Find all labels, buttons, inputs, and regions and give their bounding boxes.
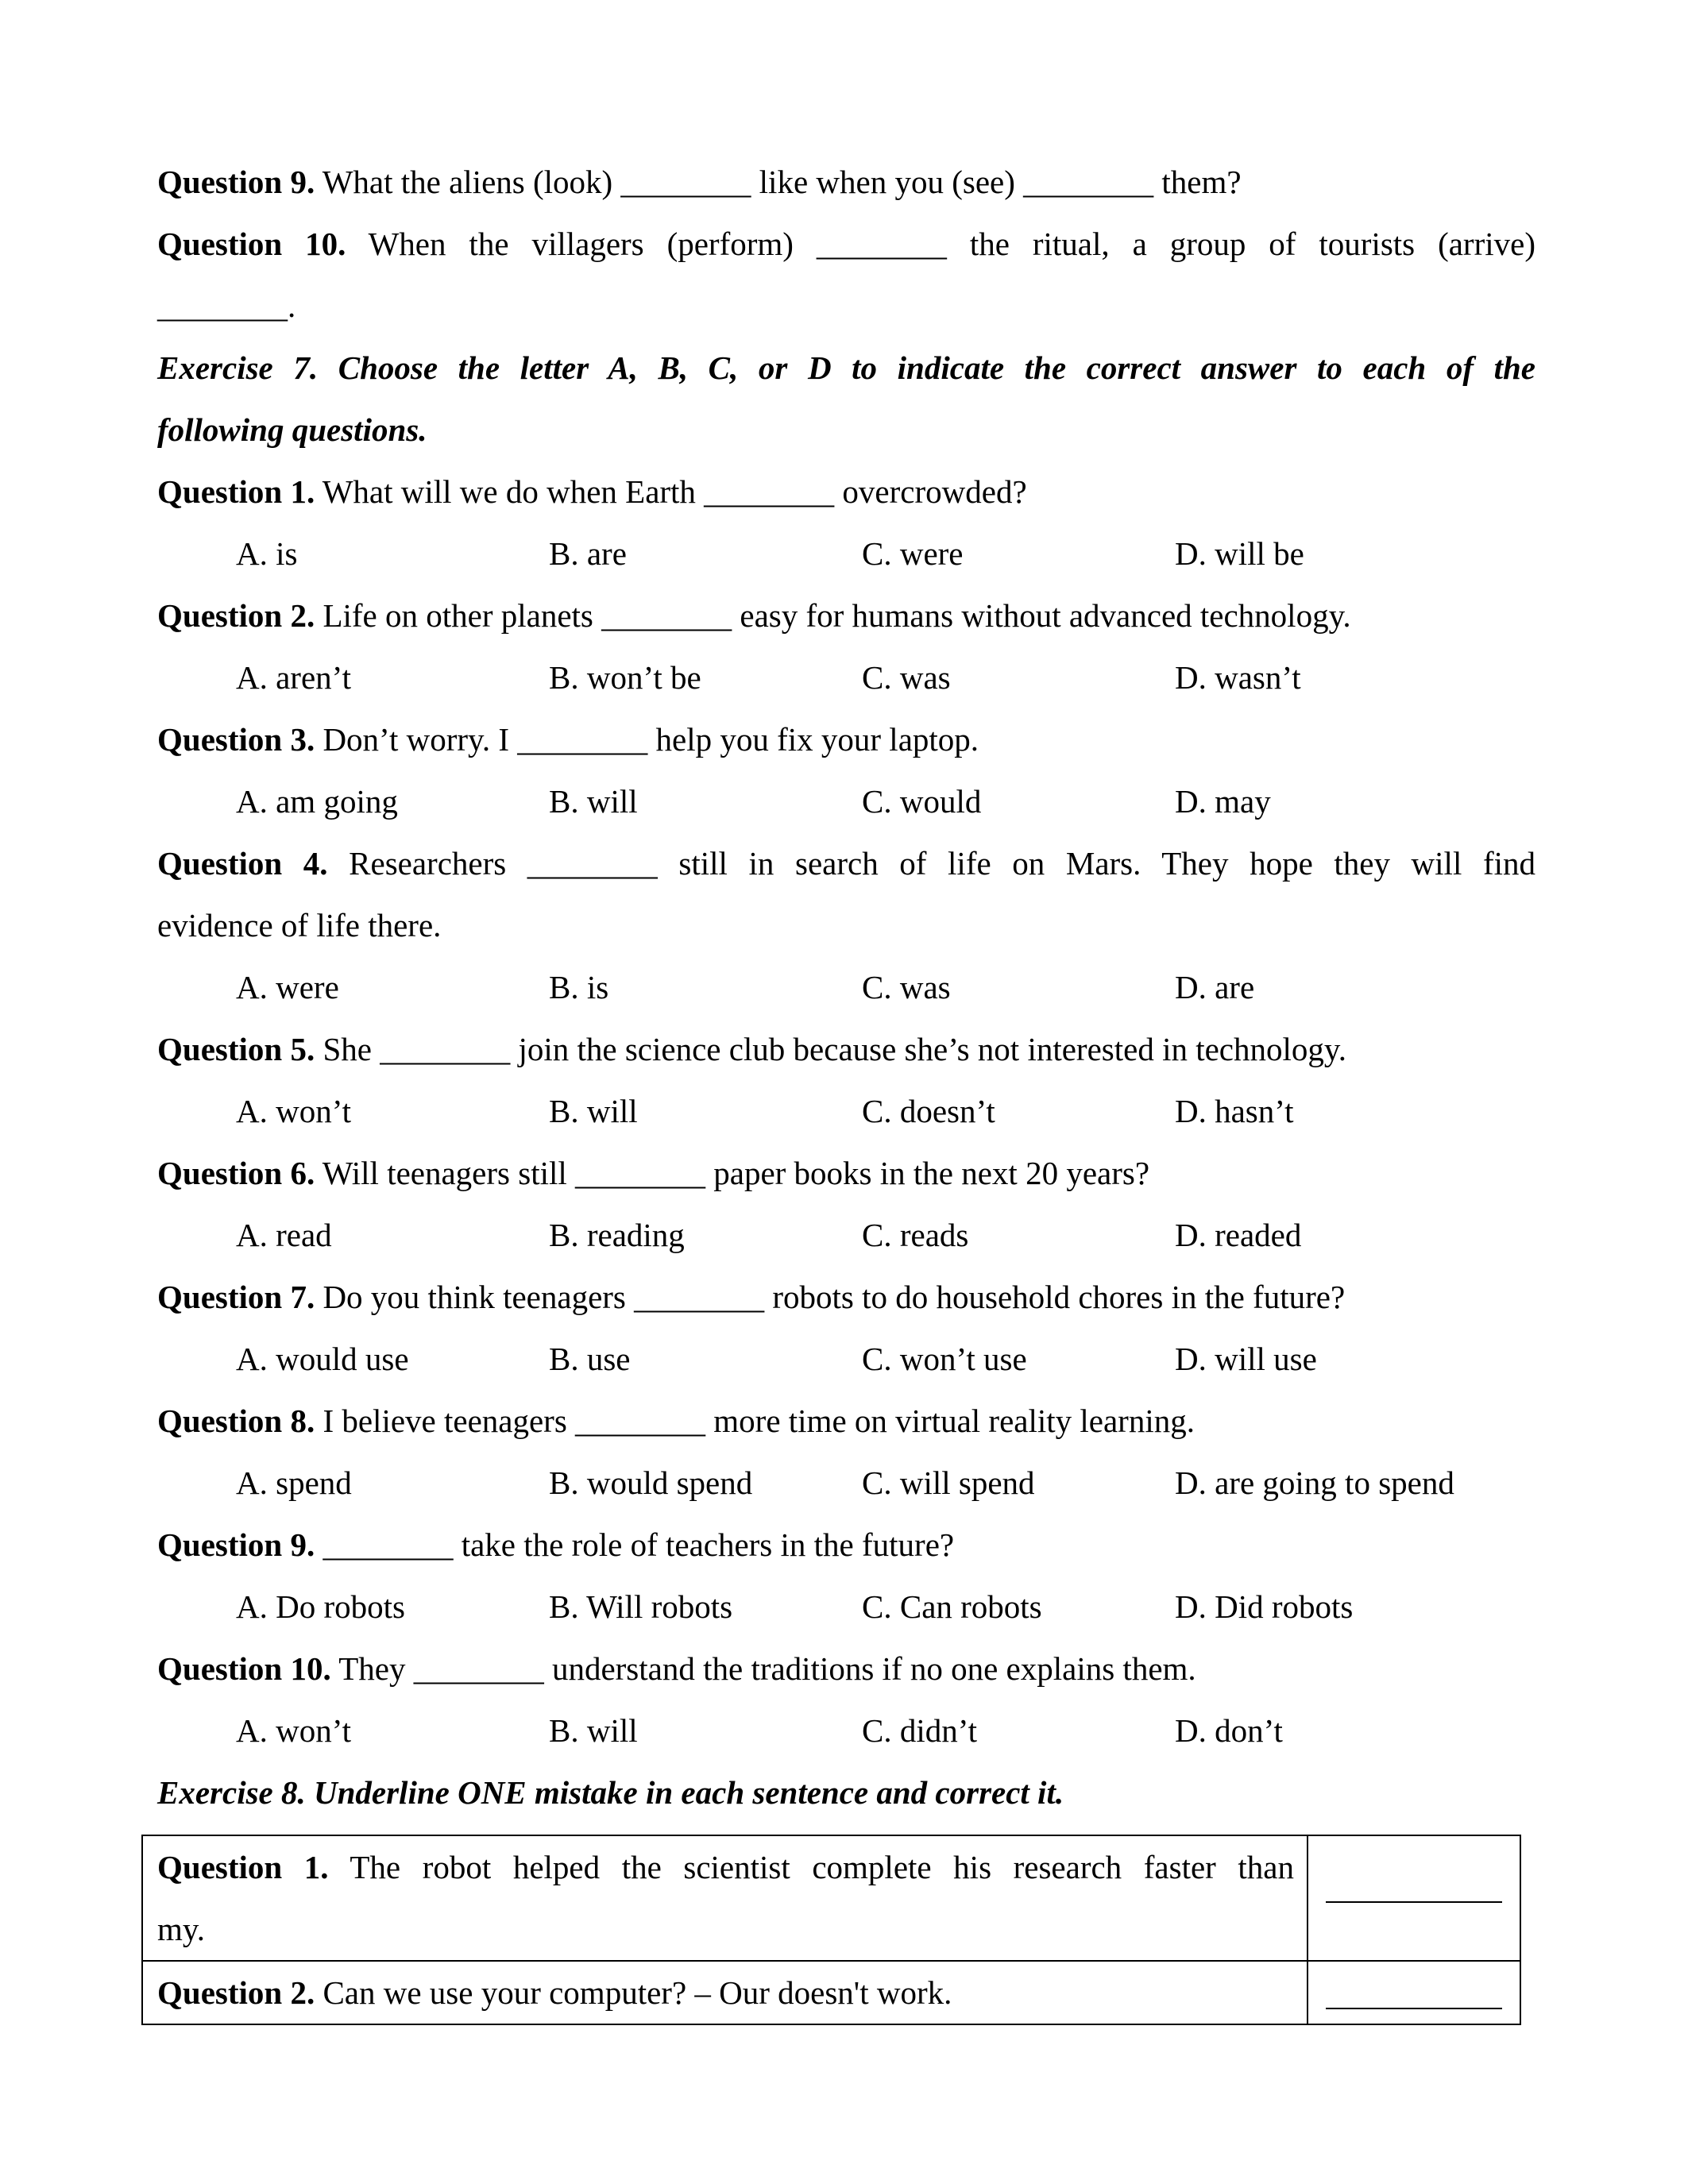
ex7-question-2-options: [157, 646, 1535, 708]
option-d: D. don’t: [1175, 1712, 1283, 1749]
question-text: Will teenagers still ________ paper books in the next 20 years?: [315, 1155, 1150, 1191]
option-a: A. am going: [236, 783, 398, 820]
question-label: Question 9.: [157, 1526, 315, 1563]
answer-cell[interactable]: [1308, 1835, 1520, 1961]
table-row: [142, 1835, 1520, 1961]
option-c: C. will spend: [862, 1464, 1035, 1501]
ex7-question-8: [157, 1390, 1535, 1452]
ex7-question-1-options: [157, 523, 1535, 585]
option-a: A. won’t: [236, 1093, 352, 1129]
option-b: B. reading: [549, 1217, 685, 1253]
question-label: Question 6.: [157, 1155, 315, 1191]
prev-question-9: [157, 151, 1535, 213]
ex7-question-5-options: [157, 1080, 1535, 1142]
ex7-question-7-options: [157, 1328, 1535, 1390]
exercise-8-title: Exercise 8. Underline ONE mistake in each sentence and correct it.: [157, 1774, 1064, 1811]
option-a: A. were: [236, 969, 339, 1005]
question-label: Question 9.: [157, 164, 315, 200]
option-b: B. will: [549, 1712, 638, 1749]
ex7-question-10-options: [157, 1700, 1535, 1761]
question-text: I believe teenagers ________ more time on virtual reality learning.: [315, 1403, 1195, 1439]
option-b: B. are: [549, 535, 627, 572]
option-c: C. were: [862, 535, 964, 572]
option-c: C. doesn’t: [862, 1093, 995, 1129]
option-d: D. will be: [1175, 535, 1304, 572]
question-text: Don’t worry. I ________ help you fix your laptop.: [315, 721, 979, 758]
option-a: A. would use: [236, 1341, 409, 1377]
question-text: When the villagers (perform) ________ the ritual, a group of tourists (arrive): [346, 226, 1535, 262]
ex7-question-1: [157, 461, 1535, 523]
option-b: B. won’t be: [549, 659, 701, 696]
option-d: D. may: [1175, 783, 1271, 820]
ex7-question-4: [157, 832, 1535, 894]
question-label: Question 5.: [157, 1031, 315, 1067]
option-d: D. wasn’t: [1175, 659, 1301, 696]
exercise-7-title: Exercise 7. Choose the letter A, B, C, or D to indicate the correct answer to each of the: [157, 349, 1535, 386]
option-a: A. is: [236, 535, 298, 572]
ex7-question-5: [157, 1018, 1535, 1080]
table-row: [142, 1961, 1520, 2024]
question-text: ________ take the role of teachers in the future?: [315, 1526, 955, 1563]
ex7-question-6-options: [157, 1204, 1535, 1266]
option-a: A. spend: [236, 1464, 352, 1501]
question-text: They ________ understand the traditions if no one explains them.: [330, 1650, 1196, 1687]
answer-cell[interactable]: [1308, 1961, 1520, 2024]
option-a: A. Do robots: [236, 1588, 405, 1625]
prev-question-10: [157, 213, 1535, 275]
question-text: Do you think teenagers ________ robots to do household chores in the future?: [315, 1279, 1346, 1315]
mistakes-table: [141, 1835, 1521, 2025]
option-c: C. was: [862, 969, 951, 1005]
question-label: Question 3.: [157, 721, 315, 758]
question-text: Researchers ________ still in search of life on Mars. They hope they will find: [327, 845, 1535, 882]
ex7-question-4-options: [157, 956, 1535, 1018]
sentence-cell: [142, 1961, 1308, 2024]
option-a: A. read: [236, 1217, 332, 1253]
option-a: A. won’t: [236, 1712, 352, 1749]
question-label: Question 2.: [157, 1974, 315, 2011]
question-text: What the aliens (look) ________ like when you (see) ________ them?: [315, 164, 1242, 200]
ex7-question-8-options: [157, 1452, 1535, 1514]
option-b: B. Will robots: [549, 1588, 733, 1625]
option-a: A. aren’t: [236, 659, 351, 696]
option-c: C. won’t use: [862, 1341, 1027, 1377]
ex7-question-9-options: [157, 1576, 1535, 1638]
question-label: Question 1.: [157, 1849, 329, 1885]
question-text: She ________ join the science club because she’s not interested in technology.: [315, 1031, 1346, 1067]
option-d: D. Did robots: [1175, 1588, 1354, 1625]
option-c: C. Can robots: [862, 1588, 1042, 1625]
answer-blank[interactable]: [1326, 2008, 1502, 2009]
sentence-cell: [142, 1835, 1308, 1961]
question-label: Question 4.: [157, 845, 328, 882]
option-b: B. will: [549, 783, 638, 820]
question-text: Life on other planets ________ easy for humans without advanced technology.: [315, 597, 1351, 634]
option-b: B. use: [549, 1341, 631, 1377]
question-label: Question 2.: [157, 597, 315, 634]
sentence-line: [157, 1836, 1294, 1898]
sentence-continuation: my.: [157, 1911, 205, 1947]
prev-question-10-continuation: ________.: [157, 287, 296, 324]
ex7-question-2: [157, 585, 1535, 646]
option-d: D. are going to spend: [1175, 1464, 1454, 1501]
option-b: B. is: [549, 969, 609, 1005]
question-text: Can we use your computer? – Our doesn't work.: [315, 1974, 952, 2011]
question-text: The robot helped the scientist complete his research faster than: [328, 1849, 1294, 1885]
option-d: D. are: [1175, 969, 1255, 1005]
option-c: C. didn’t: [862, 1712, 978, 1749]
ex7-question-3-options: [157, 770, 1535, 832]
option-c: C. was: [862, 659, 951, 696]
ex7-question-4-continuation: evidence of life there.: [157, 907, 442, 943]
option-b: B. will: [549, 1093, 638, 1129]
ex7-question-9: [157, 1514, 1535, 1576]
answer-blank[interactable]: [1326, 1901, 1502, 1903]
option-d: D. hasn’t: [1175, 1093, 1294, 1129]
question-label: Question 10.: [157, 1650, 331, 1687]
option-c: C. would: [862, 783, 982, 820]
question-text: What will we do when Earth ________ overcrowded?: [315, 473, 1027, 510]
ex7-question-6: [157, 1142, 1535, 1204]
option-b: B. would spend: [549, 1464, 753, 1501]
option-d: D. readed: [1175, 1217, 1302, 1253]
question-label: Question 7.: [157, 1279, 315, 1315]
question-label: Question 10.: [157, 226, 346, 262]
ex7-question-10: [157, 1638, 1535, 1700]
ex7-question-3: [157, 708, 1535, 770]
option-c: C. reads: [862, 1217, 969, 1253]
question-label: Question 1.: [157, 473, 315, 510]
option-d: D. will use: [1175, 1341, 1317, 1377]
worksheet-page: [157, 151, 1535, 1823]
ex7-question-7: [157, 1266, 1535, 1328]
exercise-7-title-continuation: following questions.: [157, 411, 427, 448]
question-label: Question 8.: [157, 1403, 315, 1439]
